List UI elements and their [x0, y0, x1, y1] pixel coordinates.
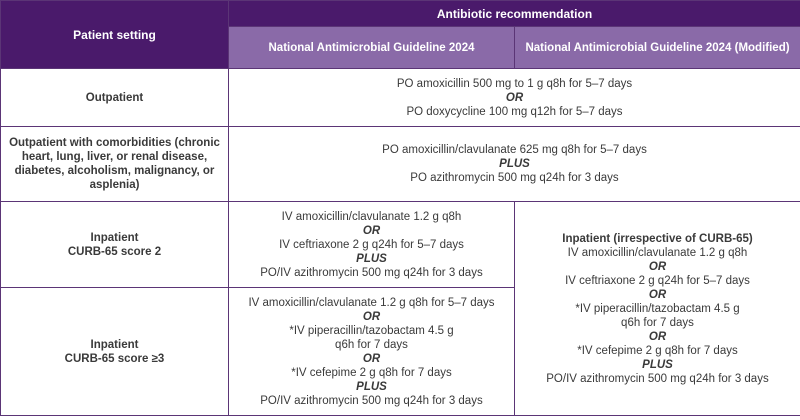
rec-line: *IV piperacillin/tazobactam 4.5 g	[575, 302, 740, 315]
rec-connector: OR	[648, 260, 667, 273]
rec-line: *IV piperacillin/tazobactam 4.5 g	[289, 324, 454, 337]
rec-line: IV amoxicillin/clavulanate 1.2 g q8h	[281, 210, 462, 223]
rec-connector: OR	[648, 288, 667, 301]
setting-outpatient: Outpatient	[1, 69, 229, 127]
setting-inpatient-curb2	[1, 202, 229, 288]
rec-connector: PLUS	[499, 158, 530, 170]
setting-line: Inpatient	[90, 231, 139, 244]
rec-line: PO/IV azithromycin 500 mg q24h for 3 days	[546, 372, 769, 385]
rec-modified-inpatient	[515, 202, 800, 416]
header-modified-label: National Antimicrobial Guideline 2024 (Modified)	[525, 41, 790, 54]
rec-line: *IV cefepime 2 g q8h for 7 days	[577, 344, 738, 357]
setting-line: Inpatient	[90, 338, 139, 351]
header-guideline-2024: National Antimicrobial Guideline 2024	[229, 27, 515, 69]
header-patient-setting: Patient setting	[1, 1, 229, 69]
rec-line: IV amoxicillin/clavulanate 1.2 g q8h for 5–7 days	[248, 296, 495, 309]
rec-line: *IV cefepime 2 g q8h for 7 days	[291, 366, 452, 379]
setting-outpatient-comorbidities: Outpatient with comorbidities (chronic heart, lung, liver, or renal disease, diabetes, alcoholism, malignancy, or asplenia)	[1, 127, 229, 202]
rec-line: IV amoxicillin/clavulanate 1.2 g q8h	[567, 246, 748, 259]
rec-connector: OR	[362, 224, 381, 237]
rec-connector: PLUS	[642, 358, 673, 371]
rec-inpatient-curb2	[229, 202, 515, 288]
rec-line: IV ceftriaxone 2 g q24h for 5–7 days	[279, 238, 464, 251]
rec-line: PO doxycycline 100 mg q12h for 5–7 days	[406, 105, 623, 118]
rec-connector: OR	[505, 91, 524, 104]
rec-line: PO azithromycin 500 mg q24h for 3 days	[410, 172, 619, 184]
rec-line: PO/IV azithromycin 500 mg q24h for 3 days	[260, 266, 483, 279]
setting-line: CURB-65 score ≥3	[64, 352, 165, 365]
rec-connector: OR	[362, 352, 381, 365]
rec-outpatient	[229, 69, 800, 127]
rec-connector: OR	[648, 330, 667, 343]
rec-modified-title: Inpatient (irrespective of CURB-65)	[562, 232, 753, 245]
rec-connector: PLUS	[356, 380, 387, 393]
rec-outpatient-comorbidities	[229, 127, 800, 202]
rec-line: q6h for 7 days	[621, 316, 694, 329]
rec-line: PO/IV azithromycin 500 mg q24h for 3 days	[260, 394, 483, 407]
header-antibiotic-recommendation: Antibiotic recommendation	[229, 1, 800, 27]
rec-line: q6h for 7 days	[335, 338, 408, 351]
setting-inpatient-curb3	[1, 288, 229, 416]
rec-line: PO amoxicillin/clavulanate 625 mg q8h for 5–7 days	[382, 144, 647, 156]
rec-line: IV ceftriaxone 2 g q24h for 5–7 days	[565, 274, 750, 287]
rec-line: PO amoxicillin 500 mg to 1 g q8h for 5–7 days	[396, 77, 633, 90]
rec-connector: PLUS	[356, 252, 387, 265]
setting-line: CURB-65 score 2	[67, 245, 162, 258]
rec-connector: OR	[362, 310, 381, 323]
header-guideline-2024-modified	[515, 27, 800, 69]
rec-inpatient-curb3	[229, 288, 515, 416]
